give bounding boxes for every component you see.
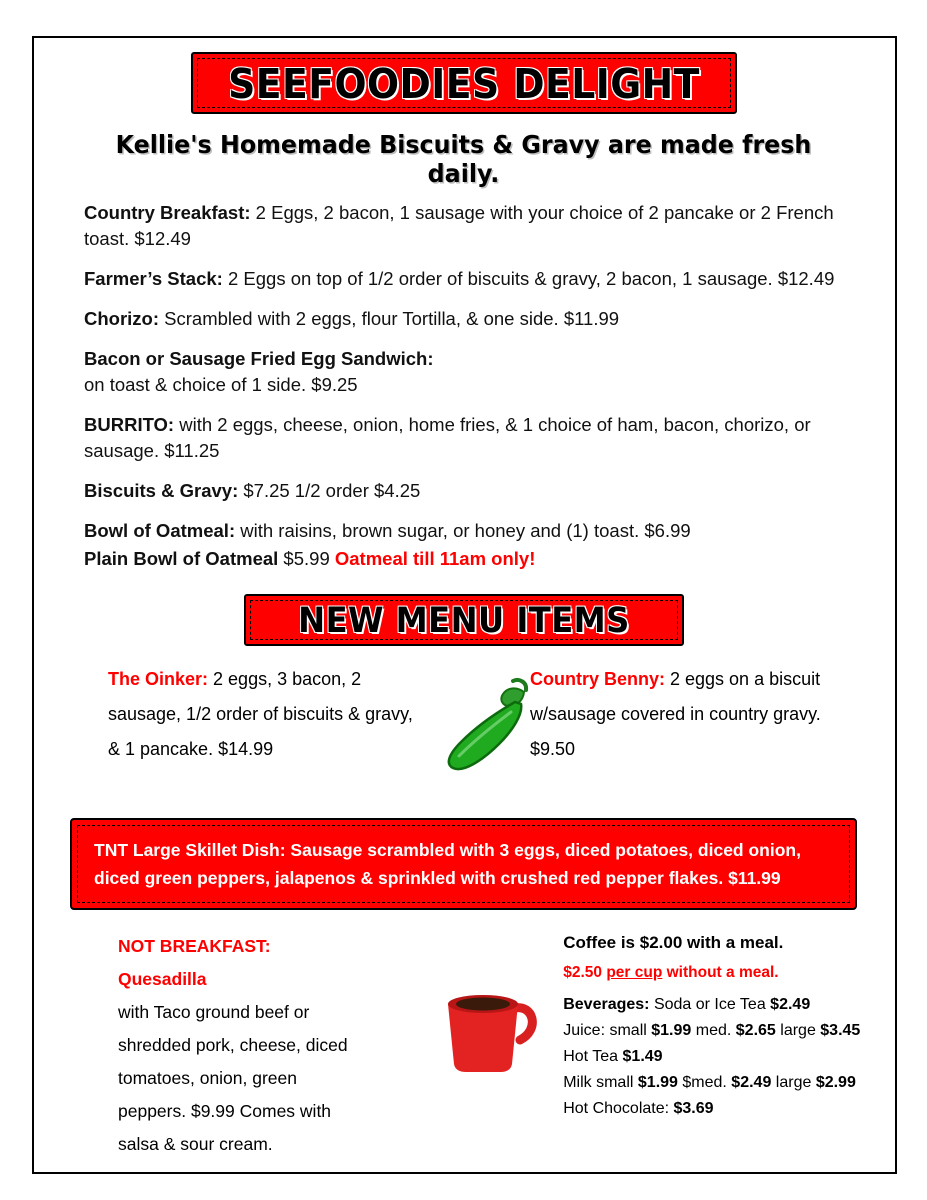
quesadilla-desc: with Taco ground beef or shredded pork, cheese, diced tomatoes, onion, green peppers. $9.99 Comes with salsa & sour cream. [118,1002,348,1154]
new-item-desc: 2 eggs, 3 bacon, 2 sausage, 1/2 order of biscuits & gravy, & 1 pancake. $14.99 [108,669,413,759]
hot-tea-price: $1.49 [622,1048,663,1065]
menu-item-desc: 2 Eggs on top of 1/2 order of biscuits & gravy, 2 bacon, 1 sausage. $12.49 [222,268,835,289]
menu-item-price: $5.99 [278,548,335,569]
menu-item-name: Plain Bowl of Oatmeal [84,548,279,569]
milk-small-price: $1.99 [637,1074,678,1091]
page-title: SEEFOODIES DELIGHT [227,60,700,108]
menu-item-name: Bowl of Oatmeal: [84,520,236,541]
menu-item-name: Chorizo: [84,308,160,329]
juice-large-label: large [775,1022,821,1039]
list-item-oatmeal [84,518,861,544]
jalapeno-pepper-icon [431,672,561,782]
list-item [84,306,861,332]
oatmeal-time-note: Oatmeal till 11am only! [334,548,536,569]
new-menu-title: NEW MENU ITEMS [297,601,630,641]
milk-med-label: $med. [677,1074,732,1091]
hot-chocolate-line [563,1096,861,1122]
new-items-row [66,662,861,812]
quesadilla-heading: NOT BREAKFAST: Quesadilla [118,936,271,989]
menu-item-name: BURRITO: [84,414,175,435]
list-item-plain-oatmeal [84,546,861,572]
new-item-name: The Oinker: [108,669,209,689]
new-item-desc: 2 eggs on a biscuit w/sausage covered in country gravy. $9.50 [530,669,821,759]
per-cup-price: $2.50 [563,964,607,981]
menu-item-name: Bacon or Sausage Fried Egg Sandwich: [84,348,434,369]
milk-label: Milk small [563,1074,638,1091]
hot-tea-line [563,1044,861,1070]
list-item [84,412,861,464]
list-item [84,346,861,398]
coffee-cup-icon [426,968,546,1078]
beverages-line [563,992,861,1018]
bottom-section [66,930,861,1161]
quesadilla-block [118,930,363,1161]
juice-med-label: med. [691,1022,736,1039]
hot-chocolate-label: Hot Chocolate: [563,1100,674,1117]
per-cup-suffix: without a meal. [662,964,779,981]
per-cup-underline: per cup [606,964,663,981]
milk-large-label: large [771,1074,816,1091]
menu-item-desc: on toast & choice of 1 side. $9.25 [84,374,358,395]
menu-item-name: Country Breakfast: [84,202,251,223]
coffee-per-cup-line [563,960,861,986]
breakfast-menu-list [66,200,861,572]
tnt-special-box [70,818,857,910]
juice-large-price: $3.45 [820,1022,861,1039]
beverages-value: Soda or Ice Tea [649,996,771,1013]
tnt-special-text: TNT Large Skillet Dish: Sausage scrambled with 3 eggs, diced potatoes, diced onion, diced green peppers, jalapenos & sprinkled with crushed red pepper flakes. $11.99 [94,840,801,888]
milk-med-price: $2.49 [731,1074,772,1091]
list-item [84,266,861,292]
menu-item-desc: 2 Eggs, 2 bacon, 1 sausage with your choice of 2 pancake or 2 French toast. $12.49 [84,202,834,249]
menu-item-desc: with 2 eggs, cheese, onion, home fries, & 1 choice of ham, bacon, chorizo, or sausage. $11.25 [84,414,811,461]
new-item-name: Country Benny: [530,669,665,689]
coffee-price-line: Coffee is $2.00 with a meal. [563,933,784,952]
hot-chocolate-price: $3.69 [673,1100,714,1117]
list-item [84,478,861,504]
new-item-oinker [108,662,418,812]
milk-line [563,1070,861,1096]
subtitle: Kellie's Homemade Biscuits & Gravy are made fresh daily. [115,130,812,188]
juice-label: Juice: small [563,1022,652,1039]
menu-item-desc: $7.25 1/2 order $4.25 [238,480,421,501]
new-item-country-benny [530,662,840,812]
menu-item-name: Biscuits & Gravy: [84,480,239,501]
beverages-price: $2.49 [770,996,811,1013]
menu-item-name: Farmer’s Stack: [84,268,223,289]
new-menu-banner [244,594,684,646]
list-item [84,200,861,252]
beverages-label: Beverages: [563,996,650,1013]
menu-item-desc: with raisins, brown sugar, or honey and (1) toast. $6.99 [235,520,691,541]
juice-med-price: $2.65 [735,1022,776,1039]
drinks-block [563,930,861,1161]
juice-small-price: $1.99 [651,1022,692,1039]
hot-tea-label: Hot Tea [563,1048,623,1065]
milk-large-price: $2.99 [815,1074,856,1091]
juice-line [563,1018,861,1044]
menu-item-desc: Scrambled with 2 eggs, flour Tortilla, & one side. $11.99 [159,308,620,329]
title-banner [191,52,737,114]
